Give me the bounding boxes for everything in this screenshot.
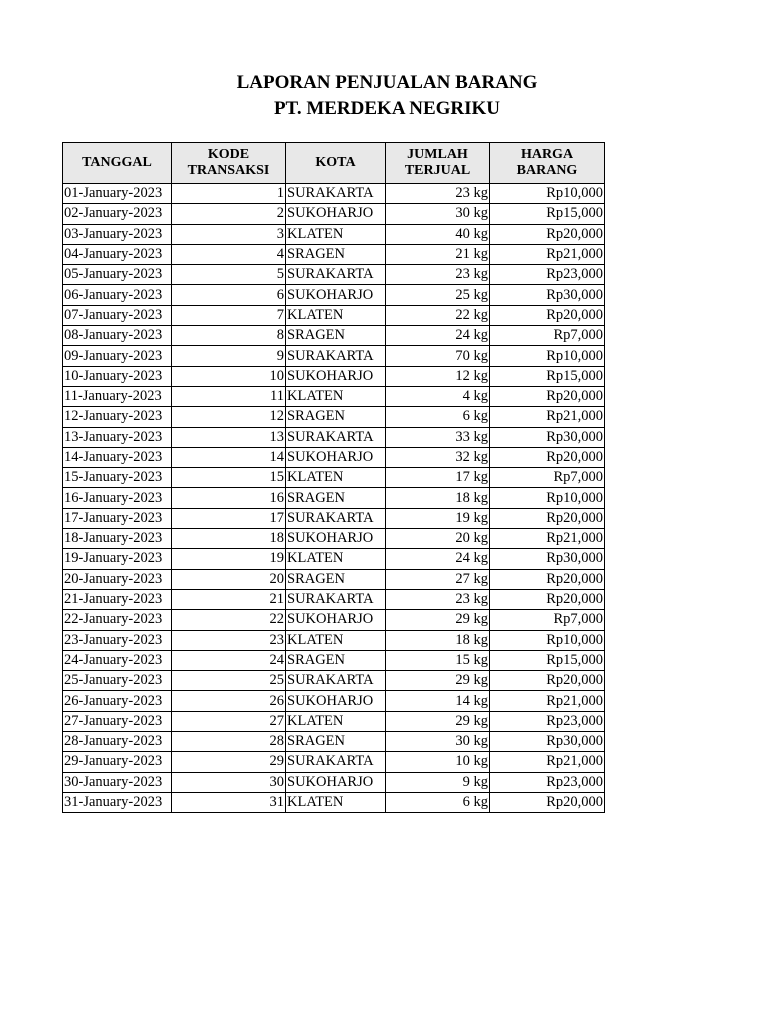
cell-kode-transaksi: 8 xyxy=(172,326,286,346)
table-row xyxy=(63,224,605,244)
table-row xyxy=(63,265,605,285)
cell-harga-barang: Rp20,000 xyxy=(490,305,605,325)
cell-kota: SRAGEN xyxy=(286,569,386,589)
table-row xyxy=(63,386,605,406)
cell-jumlah-terjual: 23 kg xyxy=(386,184,490,204)
cell-kota: SURAKARTA xyxy=(286,508,386,528)
cell-tanggal: 26-January-2023 xyxy=(63,691,172,711)
cell-jumlah-terjual: 15 kg xyxy=(386,650,490,670)
cell-tanggal: 25-January-2023 xyxy=(63,671,172,691)
cell-harga-barang: Rp15,000 xyxy=(490,650,605,670)
cell-kode-transaksi: 18 xyxy=(172,529,286,549)
cell-kode-transaksi: 22 xyxy=(172,610,286,630)
table-row xyxy=(63,752,605,772)
cell-jumlah-terjual: 32 kg xyxy=(386,447,490,467)
header-kota-label: KOTA xyxy=(315,155,356,170)
cell-harga-barang: Rp23,000 xyxy=(490,265,605,285)
cell-kode-transaksi: 16 xyxy=(172,488,286,508)
cell-kode-transaksi: 19 xyxy=(172,549,286,569)
cell-harga-barang: Rp7,000 xyxy=(490,468,605,488)
table-row xyxy=(63,711,605,731)
cell-kota: SRAGEN xyxy=(286,244,386,264)
table-header xyxy=(63,143,605,184)
table-row xyxy=(63,326,605,346)
cell-harga-barang: Rp30,000 xyxy=(490,549,605,569)
cell-kota: KLATEN xyxy=(286,711,386,731)
header-row xyxy=(63,143,605,184)
cell-kota: SURAKARTA xyxy=(286,184,386,204)
cell-jumlah-terjual: 14 kg xyxy=(386,691,490,711)
table-body xyxy=(63,184,605,813)
cell-kode-transaksi: 6 xyxy=(172,285,286,305)
table-row xyxy=(63,468,605,488)
cell-kode-transaksi: 5 xyxy=(172,265,286,285)
cell-kota: KLATEN xyxy=(286,468,386,488)
cell-kota: SURAKARTA xyxy=(286,265,386,285)
cell-kota: KLATEN xyxy=(286,792,386,812)
cell-tanggal: 13-January-2023 xyxy=(63,427,172,447)
cell-jumlah-terjual: 9 kg xyxy=(386,772,490,792)
cell-jumlah-terjual: 12 kg xyxy=(386,366,490,386)
cell-kota: SURAKARTA xyxy=(286,346,386,366)
header-harga-barang xyxy=(490,143,605,184)
header-kode-transaksi xyxy=(172,143,286,184)
cell-jumlah-terjual: 40 kg xyxy=(386,224,490,244)
cell-harga-barang: Rp10,000 xyxy=(490,346,605,366)
cell-tanggal: 01-January-2023 xyxy=(63,184,172,204)
cell-kode-transaksi: 23 xyxy=(172,630,286,650)
cell-kota: SURAKARTA xyxy=(286,671,386,691)
cell-kota: SUKOHARJO xyxy=(286,285,386,305)
cell-tanggal: 07-January-2023 xyxy=(63,305,172,325)
cell-tanggal: 06-January-2023 xyxy=(63,285,172,305)
cell-tanggal: 11-January-2023 xyxy=(63,386,172,406)
cell-kota: SUKOHARJO xyxy=(286,529,386,549)
table-row xyxy=(63,529,605,549)
cell-harga-barang: Rp20,000 xyxy=(490,671,605,691)
cell-kode-transaksi: 28 xyxy=(172,732,286,752)
cell-kota: SUKOHARJO xyxy=(286,204,386,224)
sales-table xyxy=(62,142,605,813)
cell-harga-barang: Rp15,000 xyxy=(490,204,605,224)
table-row xyxy=(63,549,605,569)
cell-tanggal: 27-January-2023 xyxy=(63,711,172,731)
header-jumlah-terjual xyxy=(386,143,490,184)
cell-jumlah-terjual: 18 kg xyxy=(386,488,490,508)
header-harga-line1: HARGA xyxy=(520,147,574,162)
cell-harga-barang: Rp23,000 xyxy=(490,772,605,792)
table-row xyxy=(63,366,605,386)
cell-kota: SURAKARTA xyxy=(286,752,386,772)
header-tanggal xyxy=(63,143,172,184)
table-row xyxy=(63,244,605,264)
cell-kode-transaksi: 14 xyxy=(172,447,286,467)
cell-harga-barang: Rp21,000 xyxy=(490,691,605,711)
cell-kota: SRAGEN xyxy=(286,488,386,508)
cell-kode-transaksi: 17 xyxy=(172,508,286,528)
cell-harga-barang: Rp30,000 xyxy=(490,427,605,447)
cell-kota: SURAKARTA xyxy=(286,589,386,609)
cell-kota: SRAGEN xyxy=(286,732,386,752)
cell-tanggal: 10-January-2023 xyxy=(63,366,172,386)
cell-jumlah-terjual: 6 kg xyxy=(386,792,490,812)
cell-kode-transaksi: 15 xyxy=(172,468,286,488)
cell-harga-barang: Rp20,000 xyxy=(490,447,605,467)
cell-kode-transaksi: 26 xyxy=(172,691,286,711)
cell-harga-barang: Rp20,000 xyxy=(490,792,605,812)
table-row xyxy=(63,305,605,325)
cell-jumlah-terjual: 29 kg xyxy=(386,671,490,691)
cell-tanggal: 20-January-2023 xyxy=(63,569,172,589)
cell-kode-transaksi: 31 xyxy=(172,792,286,812)
cell-tanggal: 22-January-2023 xyxy=(63,610,172,630)
cell-tanggal: 21-January-2023 xyxy=(63,589,172,609)
table-row xyxy=(63,204,605,224)
cell-jumlah-terjual: 29 kg xyxy=(386,610,490,630)
table-row xyxy=(63,569,605,589)
company-name: PT. MERDEKA NEGRIKU xyxy=(273,98,501,119)
table-row xyxy=(63,610,605,630)
cell-kode-transaksi: 20 xyxy=(172,569,286,589)
table-row xyxy=(63,691,605,711)
table-row xyxy=(63,630,605,650)
cell-jumlah-terjual: 17 kg xyxy=(386,468,490,488)
cell-tanggal: 24-January-2023 xyxy=(63,650,172,670)
cell-harga-barang: Rp20,000 xyxy=(490,224,605,244)
cell-jumlah-terjual: 21 kg xyxy=(386,244,490,264)
cell-tanggal: 04-January-2023 xyxy=(63,244,172,264)
cell-harga-barang: Rp7,000 xyxy=(490,610,605,630)
cell-tanggal: 12-January-2023 xyxy=(63,407,172,427)
cell-harga-barang: Rp30,000 xyxy=(490,732,605,752)
cell-jumlah-terjual: 29 kg xyxy=(386,711,490,731)
cell-jumlah-terjual: 25 kg xyxy=(386,285,490,305)
cell-tanggal: 14-January-2023 xyxy=(63,447,172,467)
cell-jumlah-terjual: 18 kg xyxy=(386,630,490,650)
cell-tanggal: 19-January-2023 xyxy=(63,549,172,569)
cell-kota: KLATEN xyxy=(286,305,386,325)
header-harga-line2: BARANG xyxy=(516,163,578,178)
cell-kode-transaksi: 21 xyxy=(172,589,286,609)
cell-jumlah-terjual: 30 kg xyxy=(386,732,490,752)
cell-jumlah-terjual: 10 kg xyxy=(386,752,490,772)
table-row xyxy=(63,407,605,427)
cell-kota: KLATEN xyxy=(286,386,386,406)
cell-tanggal: 18-January-2023 xyxy=(63,529,172,549)
cell-kota: SUKOHARJO xyxy=(286,691,386,711)
header-kode-line1: KODE xyxy=(207,147,250,162)
cell-jumlah-terjual: 24 kg xyxy=(386,326,490,346)
header-jumlah-line1: JUMLAH xyxy=(407,147,468,162)
cell-harga-barang: Rp21,000 xyxy=(490,407,605,427)
cell-tanggal: 23-January-2023 xyxy=(63,630,172,650)
table-row xyxy=(63,650,605,670)
header-tanggal-label: TANGGAL xyxy=(82,155,152,170)
header-jumlah-line2: TERJUAL xyxy=(404,163,471,178)
table-row xyxy=(63,427,605,447)
table-row xyxy=(63,589,605,609)
cell-jumlah-terjual: 4 kg xyxy=(386,386,490,406)
cell-tanggal: 28-January-2023 xyxy=(63,732,172,752)
cell-jumlah-terjual: 27 kg xyxy=(386,569,490,589)
cell-kode-transaksi: 25 xyxy=(172,671,286,691)
cell-jumlah-terjual: 24 kg xyxy=(386,549,490,569)
cell-harga-barang: Rp21,000 xyxy=(490,244,605,264)
table-row xyxy=(63,488,605,508)
table-row xyxy=(63,772,605,792)
cell-tanggal: 16-January-2023 xyxy=(63,488,172,508)
table-row xyxy=(63,346,605,366)
cell-kota: SRAGEN xyxy=(286,650,386,670)
cell-jumlah-terjual: 70 kg xyxy=(386,346,490,366)
cell-harga-barang: Rp15,000 xyxy=(490,366,605,386)
cell-harga-barang: Rp21,000 xyxy=(490,752,605,772)
cell-kota: SUKOHARJO xyxy=(286,610,386,630)
cell-kode-transaksi: 30 xyxy=(172,772,286,792)
cell-tanggal: 15-January-2023 xyxy=(63,468,172,488)
cell-tanggal: 09-January-2023 xyxy=(63,346,172,366)
table-row xyxy=(63,447,605,467)
cell-tanggal: 03-January-2023 xyxy=(63,224,172,244)
cell-harga-barang: Rp20,000 xyxy=(490,508,605,528)
cell-tanggal: 05-January-2023 xyxy=(63,265,172,285)
table-row xyxy=(63,732,605,752)
table-row xyxy=(63,671,605,691)
cell-harga-barang: Rp7,000 xyxy=(490,326,605,346)
cell-jumlah-terjual: 6 kg xyxy=(386,407,490,427)
cell-jumlah-terjual: 30 kg xyxy=(386,204,490,224)
cell-kode-transaksi: 4 xyxy=(172,244,286,264)
header-kota xyxy=(286,143,386,184)
cell-kota: SRAGEN xyxy=(286,326,386,346)
cell-harga-barang: Rp10,000 xyxy=(490,630,605,650)
cell-kota: SUKOHARJO xyxy=(286,447,386,467)
table-row xyxy=(63,792,605,812)
cell-kota: SRAGEN xyxy=(286,407,386,427)
cell-kode-transaksi: 1 xyxy=(172,184,286,204)
cell-kota: SUKOHARJO xyxy=(286,366,386,386)
table-row xyxy=(63,285,605,305)
cell-jumlah-terjual: 33 kg xyxy=(386,427,490,447)
cell-kode-transaksi: 13 xyxy=(172,427,286,447)
cell-jumlah-terjual: 19 kg xyxy=(386,508,490,528)
cell-kode-transaksi: 27 xyxy=(172,711,286,731)
cell-jumlah-terjual: 20 kg xyxy=(386,529,490,549)
cell-kode-transaksi: 9 xyxy=(172,346,286,366)
cell-harga-barang: Rp10,000 xyxy=(490,184,605,204)
cell-kode-transaksi: 10 xyxy=(172,366,286,386)
cell-harga-barang: Rp20,000 xyxy=(490,386,605,406)
report-title: LAPORAN PENJUALAN BARANG xyxy=(236,72,538,93)
cell-tanggal: 17-January-2023 xyxy=(63,508,172,528)
cell-jumlah-terjual: 22 kg xyxy=(386,305,490,325)
cell-harga-barang: Rp21,000 xyxy=(490,529,605,549)
table-row xyxy=(63,184,605,204)
cell-harga-barang: Rp30,000 xyxy=(490,285,605,305)
cell-tanggal: 02-January-2023 xyxy=(63,204,172,224)
cell-kota: KLATEN xyxy=(286,630,386,650)
cell-kota: KLATEN xyxy=(286,549,386,569)
cell-kota: KLATEN xyxy=(286,224,386,244)
cell-jumlah-terjual: 23 kg xyxy=(386,265,490,285)
cell-harga-barang: Rp20,000 xyxy=(490,569,605,589)
cell-kode-transaksi: 29 xyxy=(172,752,286,772)
cell-tanggal: 31-January-2023 xyxy=(63,792,172,812)
cell-harga-barang: Rp10,000 xyxy=(490,488,605,508)
cell-harga-barang: Rp23,000 xyxy=(490,711,605,731)
table-row xyxy=(63,508,605,528)
cell-kode-transaksi: 7 xyxy=(172,305,286,325)
cell-kota: SURAKARTA xyxy=(286,427,386,447)
cell-kode-transaksi: 11 xyxy=(172,386,286,406)
cell-kode-transaksi: 12 xyxy=(172,407,286,427)
cell-jumlah-terjual: 23 kg xyxy=(386,589,490,609)
header-kode-line2: TRANSAKSI xyxy=(187,163,270,178)
cell-tanggal: 08-January-2023 xyxy=(63,326,172,346)
cell-kode-transaksi: 2 xyxy=(172,204,286,224)
cell-kode-transaksi: 24 xyxy=(172,650,286,670)
cell-kota: SUKOHARJO xyxy=(286,772,386,792)
cell-kode-transaksi: 3 xyxy=(172,224,286,244)
cell-tanggal: 29-January-2023 xyxy=(63,752,172,772)
cell-harga-barang: Rp20,000 xyxy=(490,589,605,609)
cell-tanggal: 30-January-2023 xyxy=(63,772,172,792)
